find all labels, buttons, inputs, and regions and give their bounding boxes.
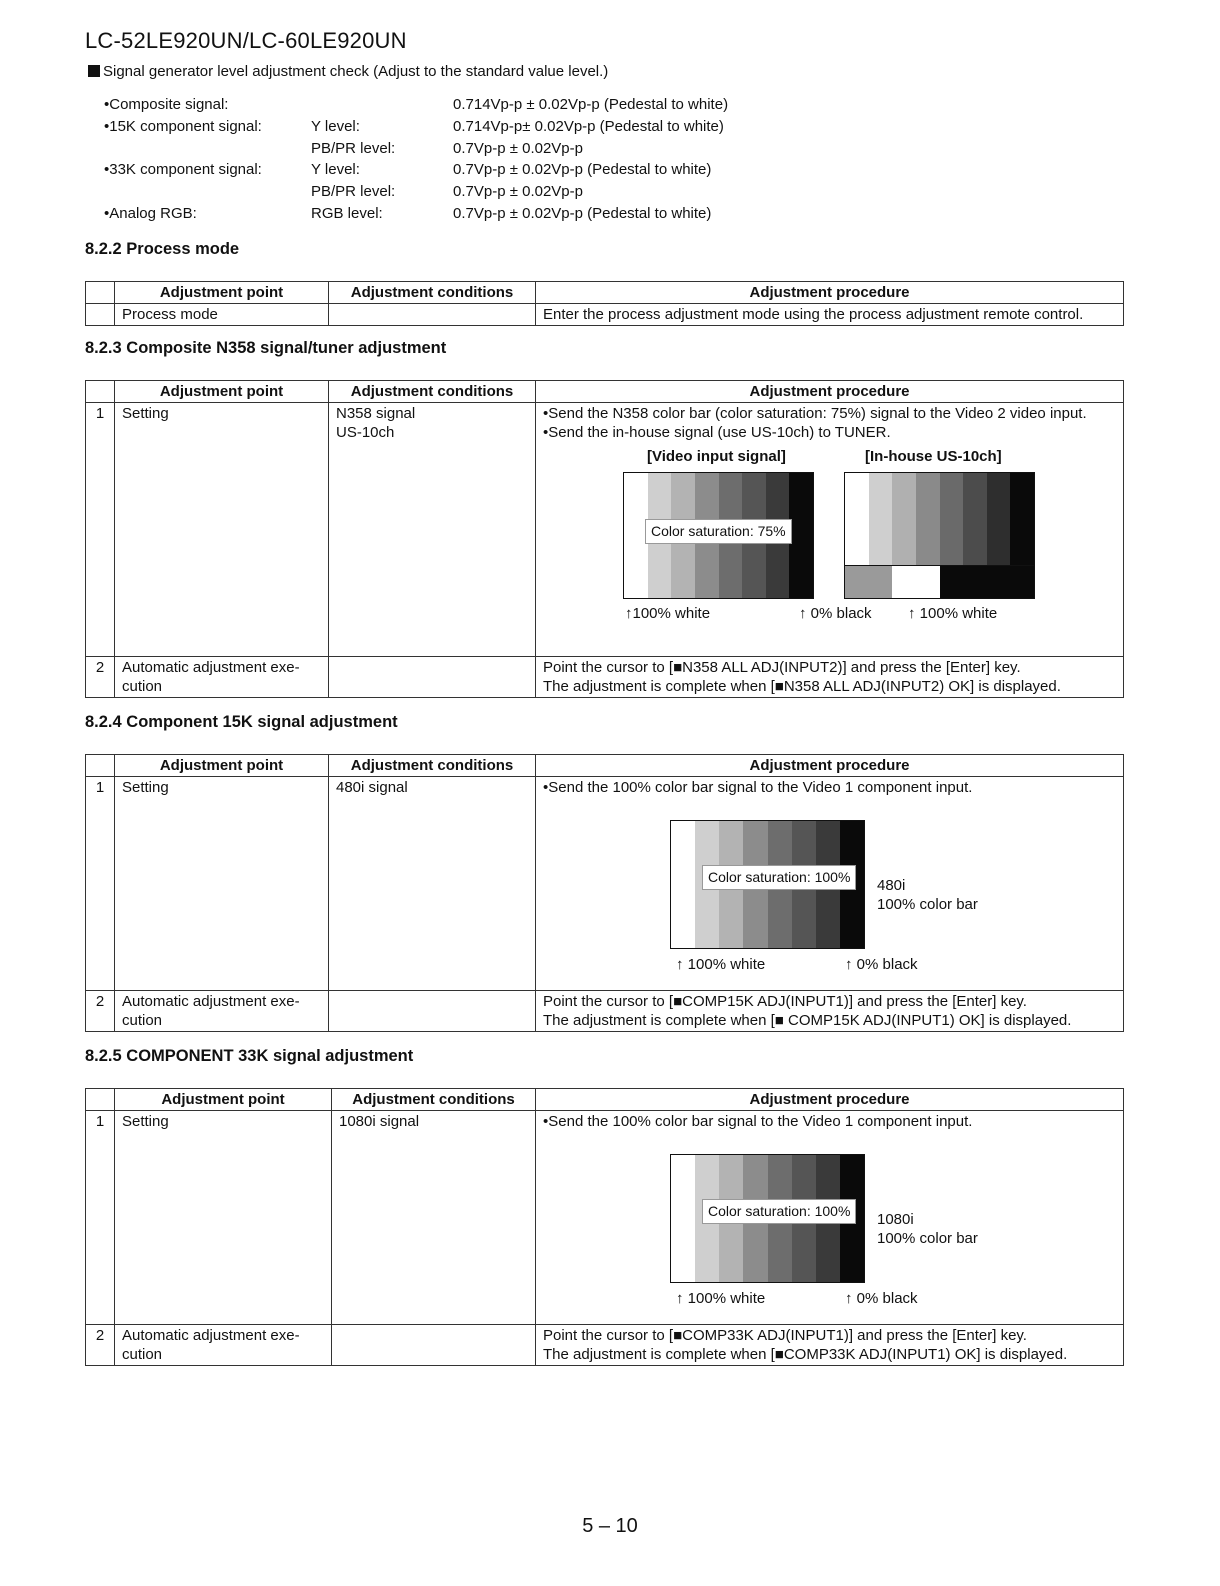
conditions-cell xyxy=(329,657,536,698)
table-row xyxy=(104,205,804,227)
bar-white xyxy=(892,566,939,598)
bar-white xyxy=(671,821,695,948)
video-input-label: [Video input signal] xyxy=(647,448,786,465)
level-type: Y level: xyxy=(311,117,360,135)
procedure-cell xyxy=(536,991,1124,1032)
table-row xyxy=(86,403,1124,657)
point-cell: Setting xyxy=(115,1111,332,1325)
procedure-line: The adjustment is complete when [■COMP33K ADJ(INPUT1) OK] is displayed. xyxy=(543,1346,1068,1363)
level-value: 0.7Vp-p ± 0.02Vp-p (Pedestal to white) xyxy=(453,161,712,179)
conditions-cell: 480i signal xyxy=(329,777,536,991)
bar-white xyxy=(671,1155,695,1282)
bar-white xyxy=(845,473,869,565)
procedure-cell xyxy=(536,1111,1124,1325)
conditions-cell xyxy=(329,304,536,326)
bar-caption: 100% color bar xyxy=(877,896,978,913)
bar-caption: 100% color bar xyxy=(877,1230,978,1247)
point-cell: Automatic adjustment exe-cution xyxy=(115,991,329,1032)
inhouse-label: [In-house US-10ch] xyxy=(865,448,1002,465)
point-header: Adjustment point xyxy=(115,381,329,403)
note-0-black: ↑ 0% black xyxy=(845,1290,918,1307)
level-value: 0.7Vp-p ± 0.02Vp-p xyxy=(453,139,583,157)
bar-black xyxy=(1010,473,1034,565)
bar-light-grey xyxy=(869,473,893,565)
table-row xyxy=(86,1111,1124,1325)
note-100-white: ↑100% white xyxy=(625,605,711,622)
procedure-line: •Send the 100% color bar signal to the Video 1 component input. xyxy=(543,1113,973,1130)
table-header-row xyxy=(86,755,1124,777)
signal-level-table xyxy=(104,96,804,227)
num-header xyxy=(86,282,115,304)
conditions-cell xyxy=(332,1325,536,1366)
conditions-header: Adjustment conditions xyxy=(329,755,536,777)
intro-text xyxy=(88,63,608,80)
row-number: 2 xyxy=(86,657,115,698)
row-number: 1 xyxy=(86,777,115,991)
table-header-row xyxy=(86,282,1124,304)
bar-black xyxy=(789,473,813,598)
saturation-overlay: Color saturation: 100% xyxy=(702,1199,856,1224)
note-100-white: ↑ 100% white xyxy=(676,956,766,973)
inhouse-color-bars xyxy=(844,472,1035,565)
signal-name: •33K component signal: xyxy=(104,161,262,179)
point-header: Adjustment point xyxy=(115,755,329,777)
note-0-black: ↑ 0% black xyxy=(799,605,872,622)
num-header xyxy=(86,755,115,777)
table-row xyxy=(86,777,1124,991)
color-bar-figure xyxy=(543,442,1116,652)
component-33k-table xyxy=(85,1088,1124,1366)
signal-name xyxy=(104,183,311,205)
table-row xyxy=(86,1325,1124,1366)
level-type: Y level: xyxy=(311,161,360,179)
table-header-row xyxy=(86,1089,1124,1111)
level-value: 0.7Vp-p ± 0.02Vp-p xyxy=(453,183,583,201)
procedure-header: Adjustment procedure xyxy=(536,282,1124,304)
process-mode-table xyxy=(85,281,1124,326)
procedure-cell xyxy=(536,657,1124,698)
table-row xyxy=(104,161,804,183)
conditions-cell xyxy=(329,403,536,657)
bar-near-black xyxy=(987,473,1011,565)
procedure-line: The adjustment is complete when [■N358 ALL ADJ(INPUT2) OK] is displayed. xyxy=(543,678,1061,695)
color-bar-figure xyxy=(543,1131,1116,1321)
page-number: 5 – 10 xyxy=(582,1515,638,1537)
procedure-line: The adjustment is complete when [■ COMP15K ADJ(INPUT1) OK] is displayed. xyxy=(543,1012,1072,1029)
level-value: 0.714Vp-p± 0.02Vp-p (Pedestal to white) xyxy=(453,117,724,135)
row-number: 1 xyxy=(86,1111,115,1325)
procedure-line: Point the cursor to [■COMP33K ADJ(INPUT1)] and press the [Enter] key. xyxy=(543,1327,1027,1344)
bar-black xyxy=(940,566,1035,598)
bar-dark-grey xyxy=(940,473,964,565)
intro-label: Signal generator level adjustment check (Adjust to the standard value level.) xyxy=(103,63,609,80)
procedure-header: Adjustment procedure xyxy=(536,1089,1124,1111)
signal-name: •Composite signal: xyxy=(104,96,229,113)
square-bullet-icon xyxy=(88,65,100,77)
level-value: 0.714Vp-p ± 0.02Vp-p (Pedestal to white) xyxy=(453,96,729,113)
point-cell: Setting xyxy=(115,403,329,657)
page-title: LC-52LE920UN/LC-60LE920UN xyxy=(85,28,407,53)
color-bar-figure xyxy=(543,797,1116,987)
procedure-cell: Enter the process adjustment mode using the process adjustment remote control. xyxy=(536,304,1124,326)
procedure-line: Point the cursor to [■N358 ALL ADJ(INPUT2)] and press the [Enter] key. xyxy=(543,659,1021,676)
note-100-white-inhouse: ↑ 100% white xyxy=(908,605,998,622)
num-header xyxy=(86,1089,115,1111)
bar-grey xyxy=(845,566,892,598)
point-cell: Automatic adjustment exe-cution xyxy=(115,1325,332,1366)
saturation-overlay: Color saturation: 100% xyxy=(702,865,856,890)
row-number xyxy=(86,304,115,326)
table-row xyxy=(86,657,1124,698)
signal-name: •Analog RGB: xyxy=(104,204,197,222)
num-header xyxy=(86,381,115,403)
point-cell: Automatic adjustment exe-cution xyxy=(115,657,329,698)
procedure-line: Point the cursor to [■COMP15K ADJ(INPUT1)] and press the [Enter] key. xyxy=(543,993,1027,1010)
conditions-cell: 1080i signal xyxy=(332,1111,536,1325)
table-header-row xyxy=(86,381,1124,403)
table-row xyxy=(86,304,1124,326)
level-type xyxy=(311,96,453,118)
signal-name: •15K component signal: xyxy=(104,117,262,135)
saturation-overlay: Color saturation: 75% xyxy=(645,519,792,544)
condition-line: N358 signal xyxy=(336,405,416,422)
level-type: PB/PR level: xyxy=(311,183,396,201)
row-number: 2 xyxy=(86,1325,115,1366)
point-cell: Setting xyxy=(115,777,329,991)
section-heading-824: 8.2.4 Component 15K signal adjustment xyxy=(85,713,398,731)
conditions-header: Adjustment conditions xyxy=(329,282,536,304)
row-number: 2 xyxy=(86,991,115,1032)
point-header: Adjustment point xyxy=(115,1089,332,1111)
procedure-header: Adjustment procedure xyxy=(536,755,1124,777)
composite-n358-table xyxy=(85,380,1124,698)
level-type: RGB level: xyxy=(311,204,383,222)
bar-grey xyxy=(892,473,916,565)
row-number: 1 xyxy=(86,403,115,657)
section-heading-822: 8.2.2 Process mode xyxy=(85,240,240,258)
point-cell: Process mode xyxy=(115,304,329,326)
signal-name xyxy=(104,140,311,162)
conditions-header: Adjustment conditions xyxy=(332,1089,536,1111)
conditions-header: Adjustment conditions xyxy=(329,381,536,403)
procedure-line: •Send the 100% color bar signal to the Video 1 component input. xyxy=(543,779,973,796)
procedure-line: •Send the in-house signal (use US-10ch) to TUNER. xyxy=(543,424,891,441)
conditions-cell xyxy=(329,991,536,1032)
table-row xyxy=(104,140,804,162)
table-row xyxy=(104,118,804,140)
point-header: Adjustment point xyxy=(115,282,329,304)
procedure-cell xyxy=(536,403,1124,657)
table-row xyxy=(104,183,804,205)
note-100-white: ↑ 100% white xyxy=(676,1290,766,1307)
procedure-line: •Send the N358 color bar (color saturation: 75%) signal to the Video 2 video input. xyxy=(543,405,1087,422)
table-row xyxy=(104,96,804,118)
level-value: 0.7Vp-p ± 0.02Vp-p (Pedestal to white) xyxy=(453,204,712,222)
table-row xyxy=(86,991,1124,1032)
format-caption: 1080i xyxy=(877,1211,914,1228)
procedure-cell xyxy=(536,1325,1124,1366)
section-heading-823: 8.2.3 Composite N358 signal/tuner adjustment xyxy=(85,339,447,357)
inhouse-pluge-bars xyxy=(844,565,1035,599)
bar-darker-grey xyxy=(963,473,987,565)
level-type: PB/PR level: xyxy=(311,139,396,157)
procedure-header: Adjustment procedure xyxy=(536,381,1124,403)
format-caption: 480i xyxy=(877,877,906,894)
component-15k-table xyxy=(85,754,1124,1032)
bar-mid-grey xyxy=(916,473,940,565)
note-0-black: ↑ 0% black xyxy=(845,956,918,973)
condition-line: US-10ch xyxy=(336,424,395,441)
section-heading-825: 8.2.5 COMPONENT 33K signal adjustment xyxy=(85,1047,414,1065)
procedure-cell xyxy=(536,777,1124,991)
